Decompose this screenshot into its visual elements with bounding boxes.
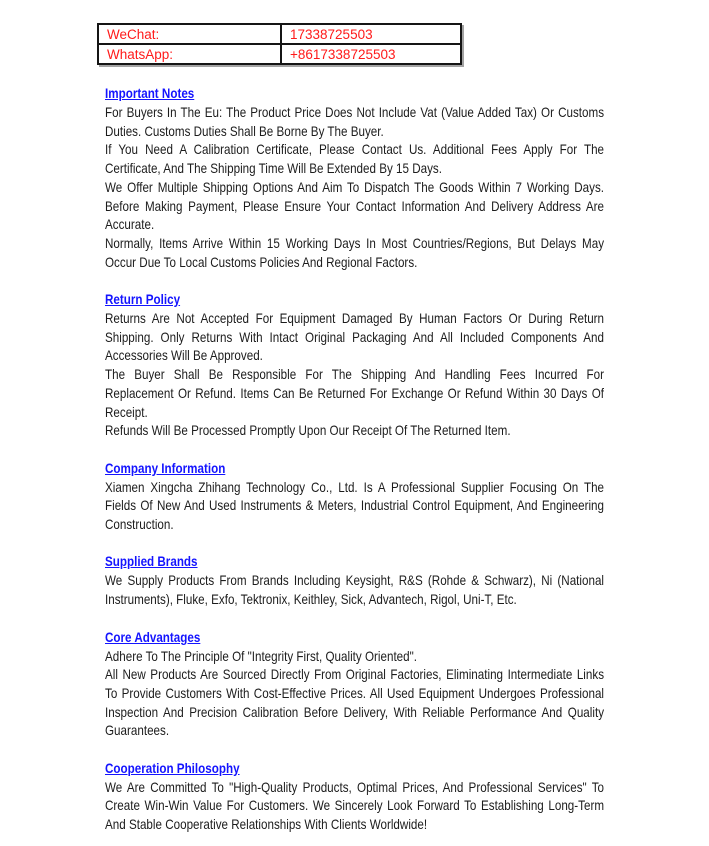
table-row — [98, 44, 461, 64]
paragraph: Xiamen Xingcha Zhihang Technology Co., Ltd. Is A Professional Supplier Focusing On The Fields Of New And Used Instruments & Meters, Industrial Control Equipment, And Engineering Construction. — [105, 478, 605, 533]
paragraph: Adhere To The Principle Of "Integrity First, Quality Oriented". — [105, 647, 418, 664]
section-heading: Supplied Brands — [105, 553, 198, 570]
contact-value-wechat: 17338725503 — [281, 24, 461, 44]
contact-value-whatsapp: +8617338725503 — [281, 44, 461, 64]
section-heading: Important Notes — [105, 85, 195, 101]
section-heading: Company Information — [105, 459, 226, 476]
document-body — [105, 84, 604, 846]
paragraph: All New Products Are Sourced Directly From Original Factories, Eliminating Intermediate Links To Provide Customers With Cost-Effective Prices. All Used Equipment Undergoes Professional Inspection And Precision Calibration Before Delivery, With Reliable Performance And Quality Guarantees. — [105, 666, 605, 739]
paragraph: We Supply Products From Brands Including Keysight, R&S (Rohde & Schwarz), Ni (National Instruments), Fluke, Exfo, Tektronix, Keithley, Sick, Advantech, Rigol, Uni-T, Etc. — [105, 572, 605, 608]
table-row — [98, 24, 461, 44]
section-heading: Core Advantages — [105, 628, 201, 645]
contact-table — [97, 23, 462, 65]
section-supplied-brands — [105, 552, 604, 608]
paragraph: For Buyers In The Eu: The Product Price Does Not Include Vat (Value Added Tax) Or Customs Duties. Customs Duties Shall Be Borne By The Buyer. — [105, 104, 605, 139]
contact-label-wechat: WeChat: — [98, 24, 281, 44]
paragraph: The Buyer Shall Be Responsible For The Shipping And Handling Fees Incurred For Replacement Or Refund. Items Can Be Returned For Exchange Or Refund Within 30 Days Of Receipt. — [105, 366, 605, 420]
section-heading: Cooperation Philosophy — [105, 759, 240, 776]
section-return-policy — [105, 290, 604, 440]
section-heading: Return Policy — [105, 291, 181, 308]
section-company-information — [105, 459, 604, 534]
paragraph: Returns Are Not Accepted For Equipment Damaged By Human Factors Or During Return Shipping. Only Returns With Intact Original Packaging And All Included Components And Accessories Will Be Approved. — [105, 310, 605, 364]
paragraph: Refunds Will Be Processed Promptly Upon Our Receipt Of The Returned Item. — [105, 422, 511, 439]
section-cooperation-philosophy — [105, 759, 604, 834]
paragraph: We Offer Multiple Shipping Options And Aim To Dispatch The Goods Within 7 Working Days. Before Making Payment, Please Ensure Your Contact Information And Delivery Address Are Accurate. — [105, 178, 605, 233]
paragraph: If You Need A Calibration Certificate, Please Contact Us. Additional Fees Apply For The Certificate, And The Shipping Time Will Be Extended By 15 Days. — [105, 141, 605, 177]
section-important-notes — [105, 84, 604, 271]
paragraph: Normally, Items Arrive Within 15 Working Days In Most Countries/Regions, But Delays May Occur Due To Local Customs Policies And Regional Factors. — [105, 234, 605, 270]
contact-label-whatsapp: WhatsApp: — [98, 44, 281, 64]
paragraph: We Are Committed To "High-Quality Products, Optimal Prices, And Professional Services" To Create Win-Win Value For Customers. We Sincerely Look Forward To Establishing Long-Term And Stable Cooperative Relationships With Clients Worldwide! — [105, 778, 605, 833]
section-core-advantages — [105, 628, 604, 741]
